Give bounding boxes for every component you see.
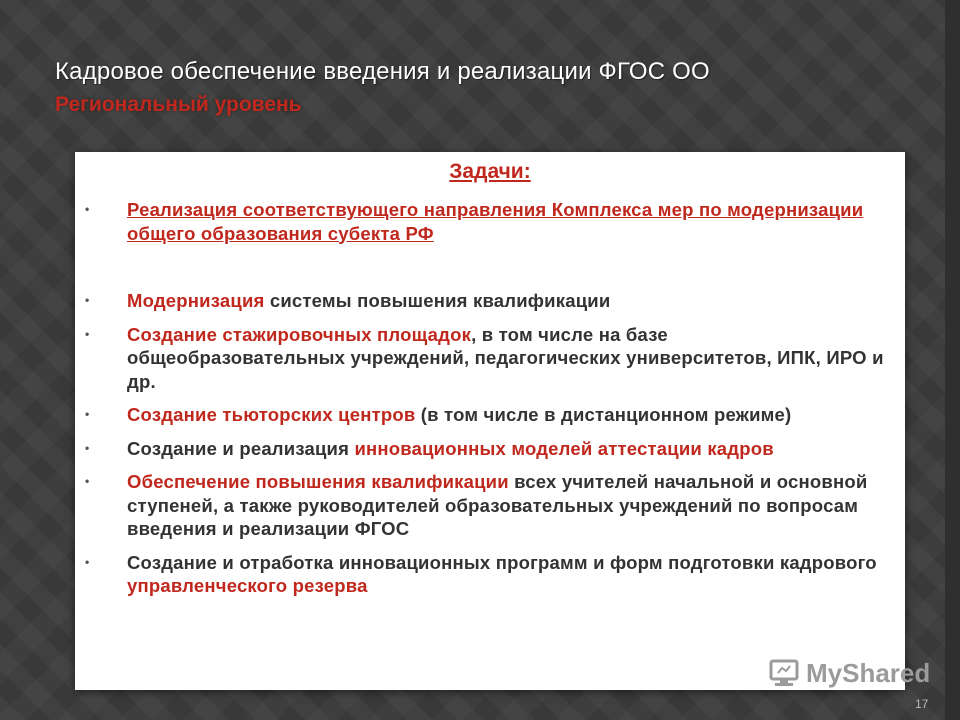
task-item-text: системы повышения квалификации bbox=[264, 290, 611, 311]
slide-subtitle: Региональный уровень bbox=[55, 93, 302, 116]
task-item bbox=[75, 198, 905, 245]
bullet-icon: • bbox=[85, 554, 90, 569]
task-item bbox=[75, 289, 905, 313]
watermark-text: MyShared bbox=[806, 657, 931, 688]
watermark bbox=[768, 656, 930, 690]
task-item bbox=[75, 403, 905, 427]
task-item-text: (в том числе в дистанционном режиме) bbox=[415, 404, 792, 425]
slide-edge-strip bbox=[945, 0, 960, 720]
task-item-text: Обеспечение повышения квалификации bbox=[127, 471, 509, 492]
task-item-text: Создание и отработка инновационных программ и форм подготовки кадрового bbox=[127, 551, 877, 573]
bullet-icon: • bbox=[85, 474, 90, 488]
task-item-text: всех учителей начальной и основной ступеней, а также руководителей образовательных учреждений по вопросам введения и реализации ФГОС bbox=[127, 471, 868, 539]
bullet-icon: • bbox=[85, 326, 90, 341]
card-heading: Задачи: bbox=[449, 160, 531, 183]
task-item-text: управленческого резерва bbox=[127, 575, 368, 596]
bullet-icon: • bbox=[85, 202, 90, 216]
task-item-text: Создание тьюторских центров bbox=[127, 404, 416, 425]
page-number: 17 bbox=[915, 697, 929, 711]
task-item bbox=[75, 323, 905, 394]
task-item bbox=[75, 470, 905, 541]
task-item-text: инновационных моделей аттестации кадров bbox=[354, 437, 774, 459]
bullet-icon: • bbox=[85, 407, 90, 421]
myshared-logo-icon bbox=[768, 658, 800, 688]
slide-title: Кадровое обеспечение введения и реализации ФГОС ОО bbox=[55, 58, 710, 85]
task-item-text: Создание стажировочных площадок bbox=[127, 323, 472, 345]
content-card bbox=[75, 152, 905, 690]
task-item-text: Реализация соответствующего направления Комплекса мер по модернизации общего образования субекта РФ bbox=[127, 199, 864, 244]
task-item bbox=[75, 437, 905, 461]
bullet-icon: • bbox=[85, 440, 90, 455]
task-item bbox=[75, 551, 905, 598]
task-item-text: , в том числе на базе общеобразовательных учреждений, педагогических университетов, ИПК, ИРО и др. bbox=[127, 323, 884, 392]
task-item-text: Создание и реализация bbox=[127, 437, 355, 459]
task-item-text: Модернизация bbox=[127, 290, 265, 311]
bullet-icon: • bbox=[85, 293, 90, 307]
task-list bbox=[75, 190, 905, 598]
